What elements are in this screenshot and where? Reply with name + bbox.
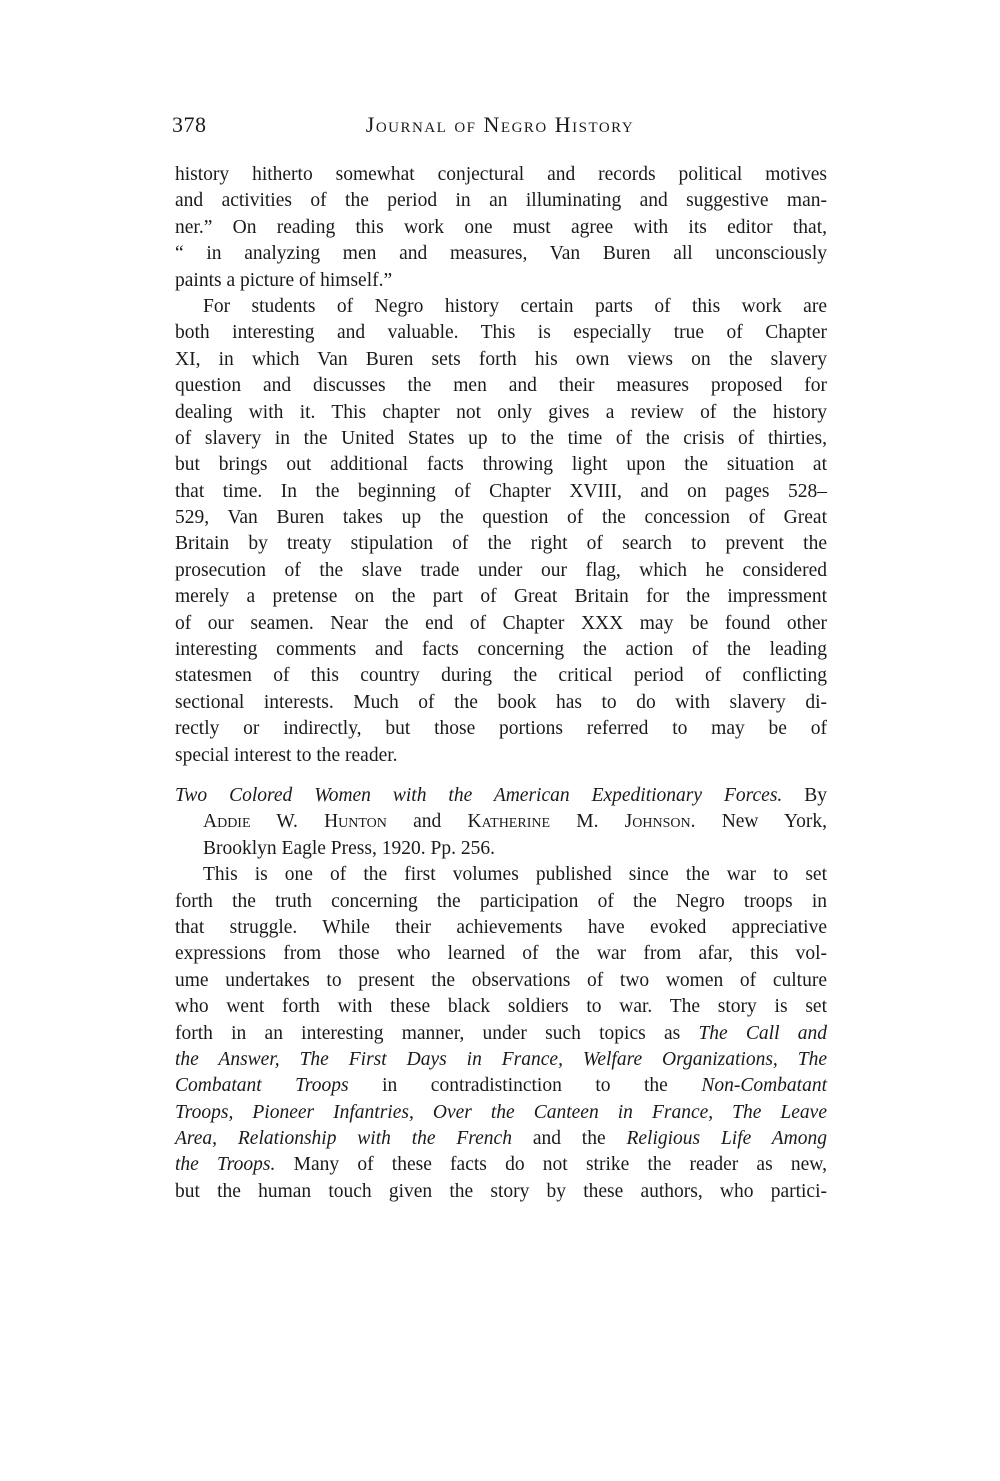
review-body [175,862,827,1205]
by-label: By [804,784,828,806]
text-line [175,1152,827,1178]
text-line: rectly or indirectly, but those portions referred to may be of [175,718,827,740]
text-line: but the human touch given the story by these authors, who partici- [175,1180,827,1202]
page-number: 378 [172,112,207,137]
text-line [175,1047,827,1073]
topic-title: Area, Relationship with the French [175,1128,512,1150]
body-text [175,162,827,1205]
topic-title: the Answer, The First Days in France, Welfare Organizations, The [175,1048,827,1070]
section-gap [175,769,827,783]
page-header [172,112,828,146]
text-line: history hitherto somewhat conjectural and records political motives [175,164,827,185]
publisher-line: Brooklyn Eagle Press, 1920. Pp. 256. [203,837,495,859]
topic-title: The Call and [698,1022,827,1044]
text-line: ner.” On reading this work one must agree with its editor that, [175,216,827,238]
book-title: Two Colored Women with the American Expeditionary Forces. [175,784,783,806]
text-line: and activities of the period in an illuminating and suggestive man- [175,190,827,212]
text-line: of our seamen. Near the end of Chapter XXX may be found other [175,612,827,634]
topic-title: Non-Combatant [701,1075,828,1097]
text-line: but brings out additional facts throwing light upon the situation at [175,454,827,476]
text-line: dealing with it. This chapter not only gives a review of the history [175,401,827,423]
text-line: who went forth with these black soldiers to war. The story is set [175,996,827,1018]
text-line: statesmen of this country during the critical period of conflicting [175,665,827,687]
text-line: prosecution of the slave trade under our flag, which he considered [175,559,827,581]
citation-line [175,783,827,809]
text-line: 529, Van Buren takes up the question of the concession of Great [175,507,827,529]
text-line: merely a pretense on the part of Great Britain for the impressment [175,586,827,608]
text-line: expressions from those who learned of the war from afar, this vol- [175,943,827,965]
text-run: Many of these facts do not strike the reader as new, [293,1154,827,1176]
text-line [175,1021,827,1047]
text-line [175,1073,827,1099]
text-run: in contradistinction to the [382,1075,668,1097]
text-line: question and discusses the men and their measures proposed for [175,375,827,397]
text-line: that struggle. While their achievements have evoked appreciative [175,916,827,938]
text-run: forth in an interesting manner, under such topics as [175,1022,681,1044]
text-line: “ in analyzing men and measures, Van Buren all unconsciously [175,243,827,265]
text-line: paints a picture of himself.” [175,269,393,291]
text-run: and the [532,1128,606,1150]
text-line: XI, in which Van Buren sets forth his own views on the slavery [175,348,827,370]
text-line [175,1126,827,1152]
text-line: both interesting and valuable. This is especially true of Chapter [175,322,827,344]
text-line: sectional interests. Much of the book has to do with slavery di- [175,691,827,713]
text-line: This is one of the first volumes published since the war to set [203,864,827,886]
text-line: ume undertakes to present the observations of two women of culture [175,969,827,991]
text-line: forth the truth concerning the participation of the Negro troops in [175,890,827,912]
text-line [175,1100,827,1126]
text-line: of slavery in the United States up to the time of the crisis of thirties, [175,427,827,449]
running-head: Journal of Negro History [365,112,635,137]
topic-title: Religious Life Among [626,1128,828,1150]
text-line: that time. In the beginning of Chapter XVIII, and on pages 528– [175,480,827,502]
topic-title: Combatant Troops [175,1075,349,1097]
author-name: Addie W. Hunton [203,811,387,833]
publication-place: New York, [721,811,827,833]
and-label: and [413,811,442,833]
author-name: Katherine M. Johnson. [467,811,696,833]
topic-title: Troops, Pioneer Infantries, Over the Canteen in France, The Leave [175,1101,827,1123]
citation-line [175,809,827,835]
text-line: Britain by treaty stipulation of the right of search to prevent the [175,533,827,555]
review-citation [175,783,827,862]
text-line: For students of Negro history certain parts of this work are [203,295,827,317]
topic-title: the Troops. [175,1154,276,1176]
text-line: interesting comments and facts concerning the action of the leading [175,639,827,661]
text-line: special interest to the reader. [175,744,398,766]
